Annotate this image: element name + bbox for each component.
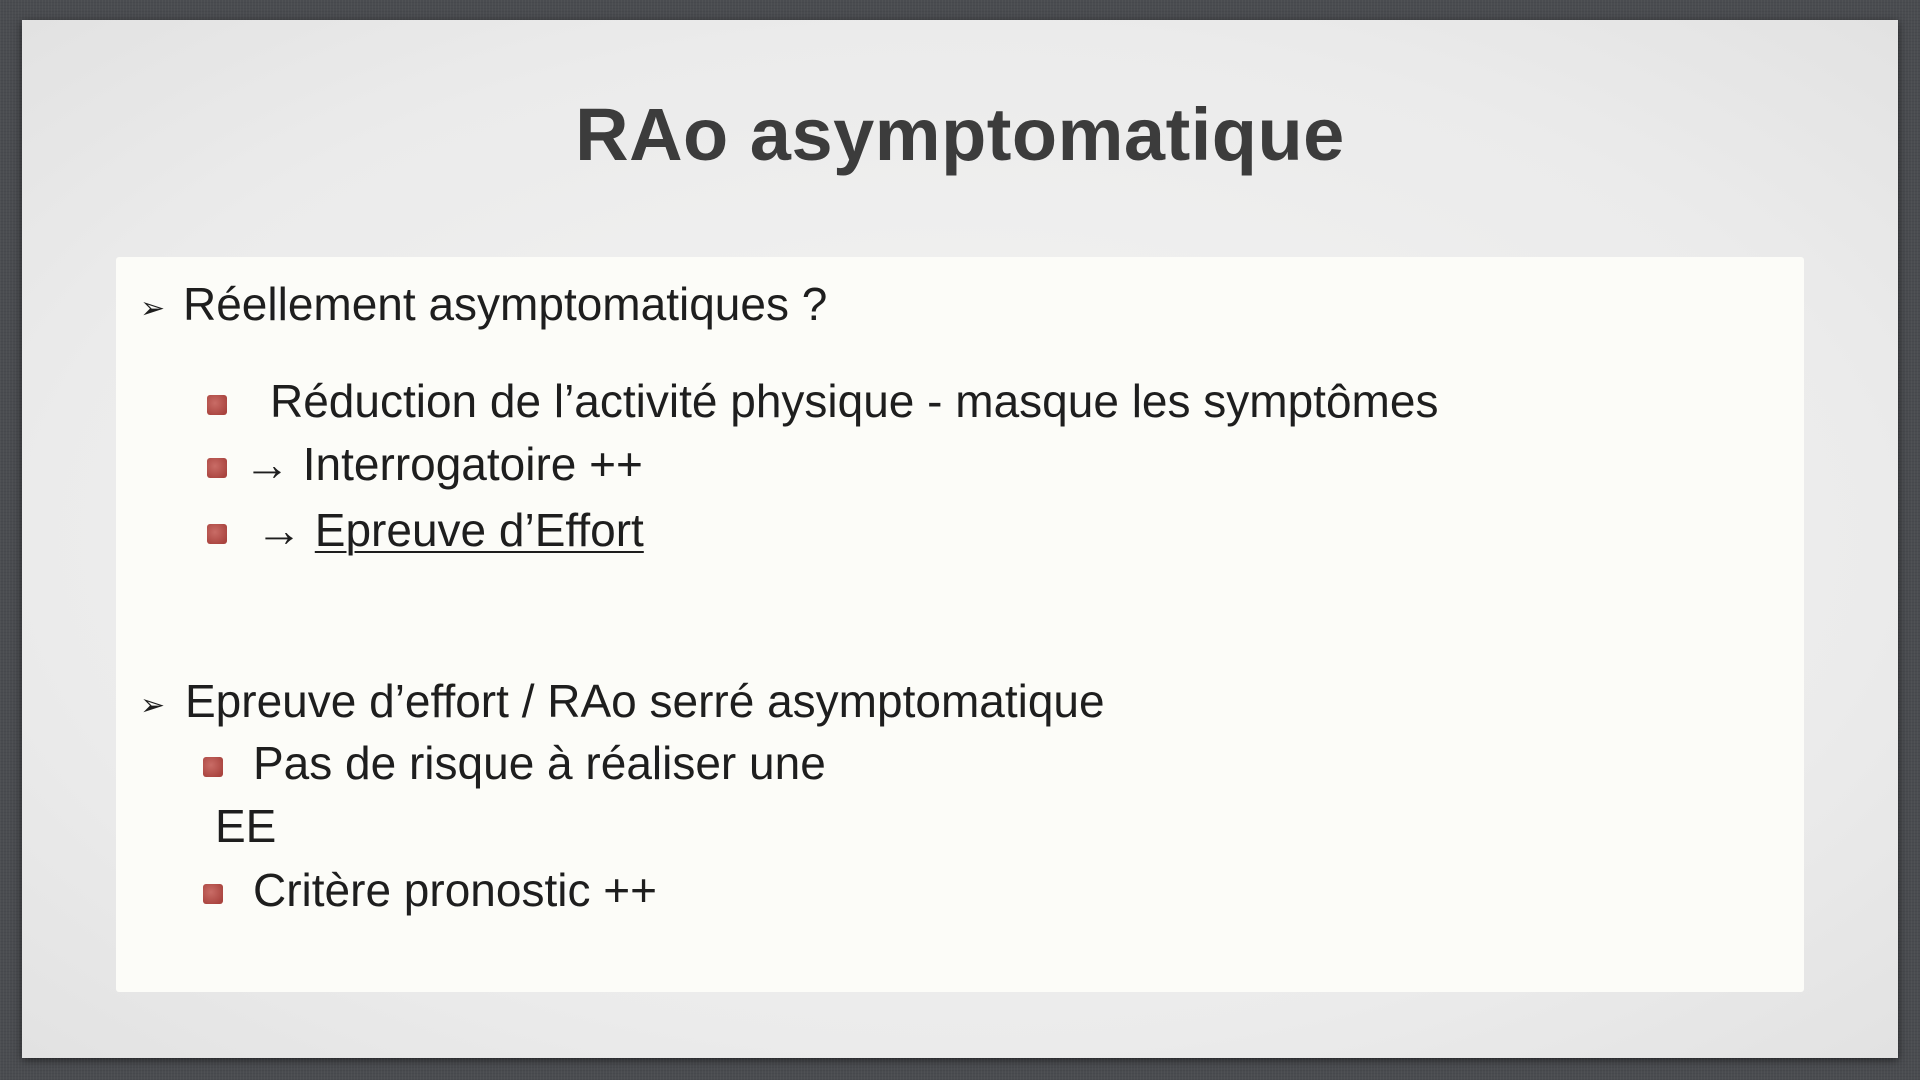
list-item-continuation: EE bbox=[215, 800, 277, 852]
list-item: → Interrogatoire ++ bbox=[244, 438, 643, 490]
section-heading: Réellement asymptomatiques ? bbox=[183, 278, 828, 330]
list-item: Réduction de l’activité physique - masque les symptômes bbox=[270, 375, 1439, 427]
square-bullet-icon bbox=[207, 395, 227, 415]
list-item bbox=[256, 503, 644, 557]
arrow-glyph: → bbox=[256, 504, 302, 556]
list-item: Critère pronostic ++ bbox=[253, 864, 657, 916]
square-bullet-icon bbox=[203, 757, 223, 777]
arrowhead-bullet-icon: ➢ bbox=[140, 291, 166, 326]
section-heading: Epreuve d’effort / RAo serré asymptomatique bbox=[185, 675, 1105, 727]
square-bullet-icon bbox=[207, 458, 227, 478]
epreuve-effort-link[interactable]: Epreuve d’Effort bbox=[314, 504, 644, 556]
square-bullet-icon bbox=[207, 524, 227, 544]
slide-title: RAo asymptomatique bbox=[575, 93, 1345, 176]
arrowhead-bullet-icon: ➢ bbox=[140, 688, 166, 723]
square-bullet-icon bbox=[203, 884, 223, 904]
list-item: Pas de risque à réaliser une bbox=[253, 737, 826, 789]
